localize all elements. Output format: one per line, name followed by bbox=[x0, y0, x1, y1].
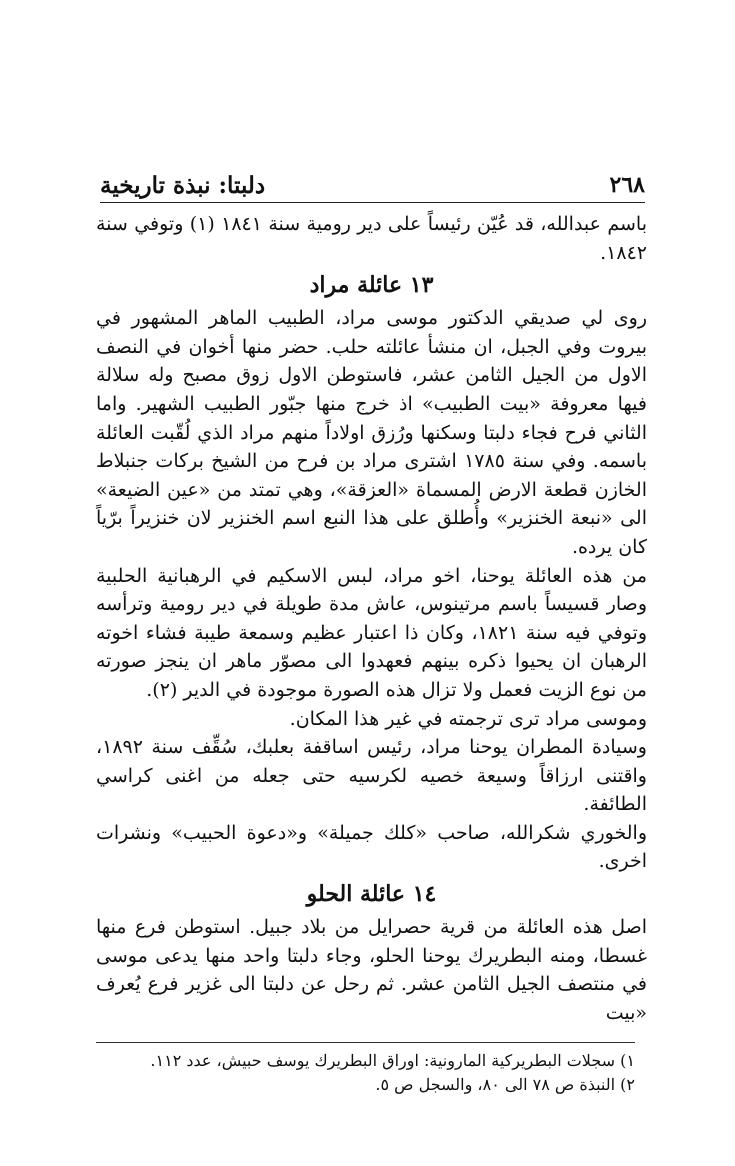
running-title: دلبتا: نبذة تاريخية bbox=[100, 171, 266, 199]
footnotes bbox=[96, 1042, 635, 1097]
paragraph-murad-origin: روى لي صديقي الدكتور موسى مراد، الطبيب الماهر المشهور في بيروت وفي الجبل، ان منشأ عائلته حلب. حضر منها أخوان في النصف الاول من الجيل الثامن عشر، فاستوطن الاول زوق مصبح وله سلالة فيها معروفة «بيت الطبيب» اذ خرج منها جبّور الطبيب الشهير. واما الثاني فرح فجاء دلبتا وسكنها ورُزق اولاداً منهم مراد الذي لُقّبت العائلة باسمه. وفي سنة ١٧٨٥ اشترى مراد بن فرح من الشيخ بركات جنبلاط الخازن قطعة الارض المسماة «العزقة»، وهي تمتد من «عين الضيعة» الى «نبعة الخنزير» وأُطلق على هذا النبع اسم الخنزير لان خنزيراً برّياً كان يرده. bbox=[96, 307, 647, 558]
section-heading-helou-family: ١٤ عائلة الحلو bbox=[306, 881, 437, 908]
paragraph-continuation: باسم عبدالله، قد عُيّن رئيساً على دير رومية سنة ١٨٤١ (١) وتوفي سنة ١٨٤٢. bbox=[96, 213, 647, 264]
page-body bbox=[96, 210, 647, 1027]
section-heading-murad-family: ١٣ عائلة مراد bbox=[309, 272, 434, 299]
paragraph-yuhanna-murad: من هذه العائلة يوحنا، اخو مراد، لبس الاسكيم في الرهبانية الحلبية وصار قسيساً باسم مرتينوس، عاش مدة طويلة في دير رومية وترأسه وتوفي فيه سنة ١٨٢١، وكان ذا اعتبار عظيم وسمعة طيبة فشاء اخوته الرهبان ان يحيوا ذكره بينهم فعهدوا الى مصوّر ماهر ان ينجز صورته من نوع الزيت فعمل ولا تزال هذه الصورة موجودة في الدير (٢). bbox=[96, 564, 647, 701]
footnote-2: ٢) النبذة ص ٧٨ الى ٨٠، والسجل ص ٥. bbox=[375, 1075, 635, 1094]
footnote-1: ١) سجلات البطريركية المارونية: اوراق البطريرك يوسف حبيش، عدد ١١٢. bbox=[150, 1051, 635, 1070]
page-number: ٢٦٨ bbox=[609, 172, 645, 198]
page-header bbox=[100, 168, 645, 203]
paragraph-musa-murad: وموسى مراد ترى ترجمته في غير هذا المكان. bbox=[289, 707, 647, 730]
paragraph-helou-origin: اصل هذه العائلة من قرية حصرايل من بلاد جبيل. استوطن فرع منها غسطا، ومنه البطريرك يوحنا الحلو، وجاء دلبتا واحد منها يدعى موسى في منتصف الجيل الثامن عشر. ثم رحل عن دلبتا الى غزير فرع يُعرف «بيت bbox=[96, 916, 647, 1024]
paragraph-khoury-shukrallah: والخوري شكرالله، صاحب «كلك جميلة» و«دعوة الحبيب» ونشرات اخرى. bbox=[96, 821, 647, 873]
paragraph-bishop-yuhanna: وسيادة المطران يوحنا مراد، رئيس اساقفة بعلبك، سُقِّف سنة ١٨٩٢، واقتنى ارزاقاً وسيعة خصيه لكرسيه حتى جعله من اغنى كراسي الطائفة. bbox=[96, 736, 647, 816]
